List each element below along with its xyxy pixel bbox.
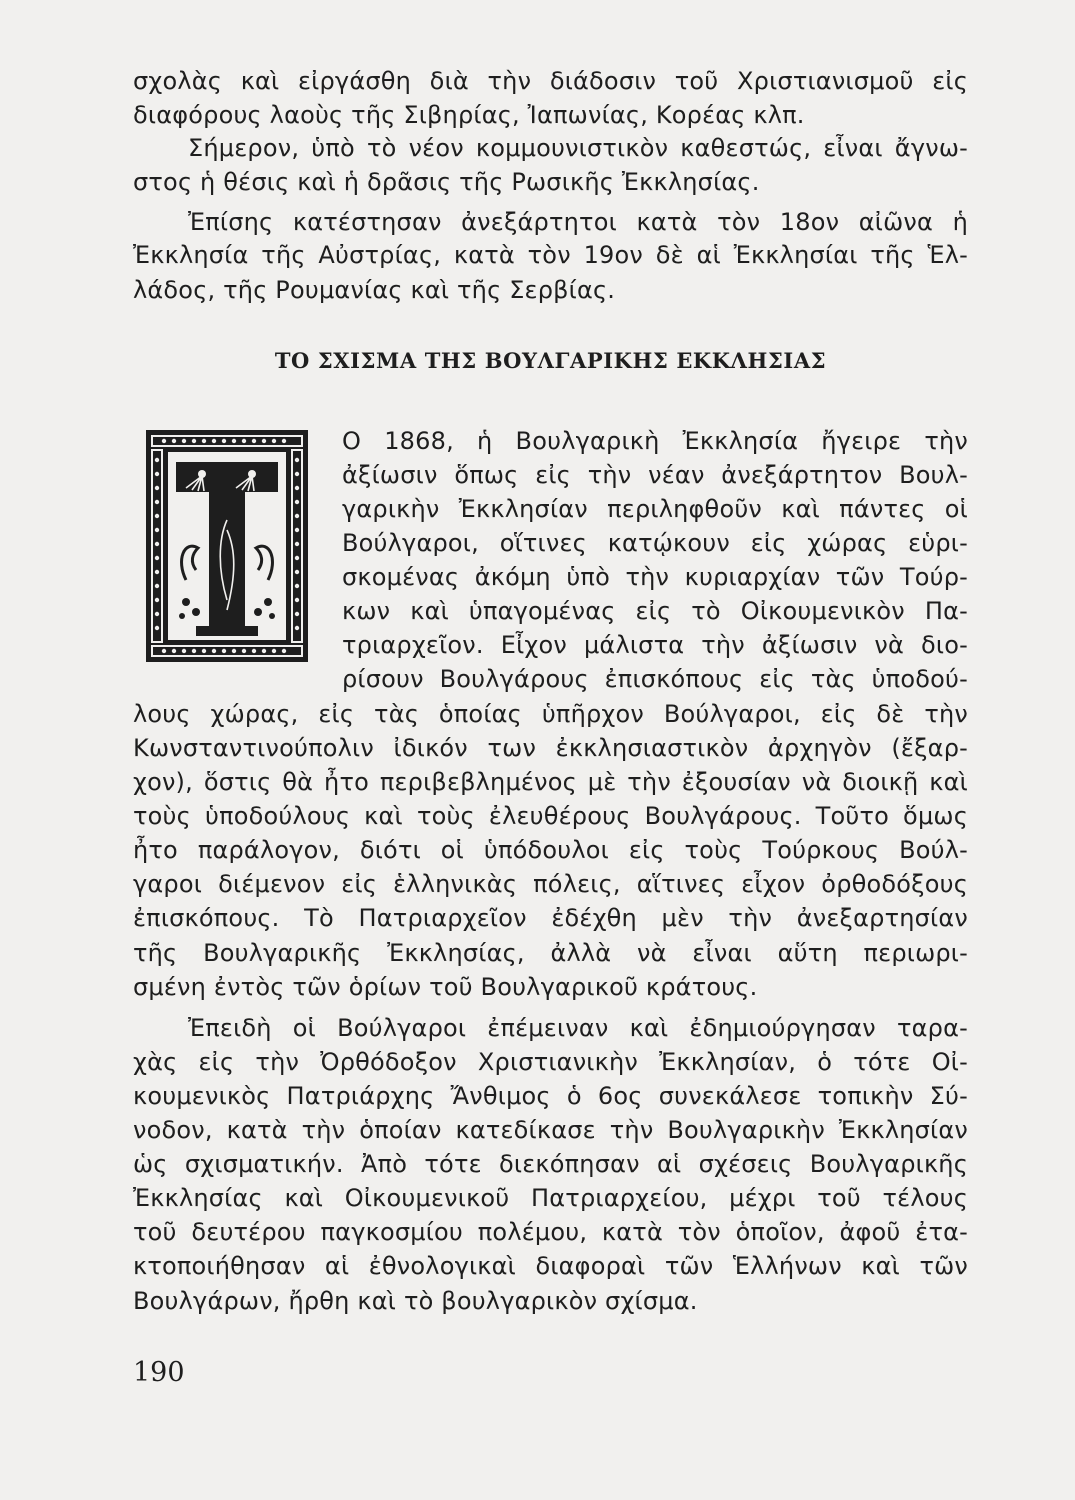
- text-line: χον), ὅστις θὰ ἦτο περιβεβλημένος μὲ τὴν ἐξουσίαν νὰ διοικῇ καὶ: [133, 768, 968, 796]
- text-line: κτοποιήθησαν αἱ ἐθνολογικαὶ διαφοραὶ τῶν Ἑλλήνων καὶ τῶν: [133, 1252, 968, 1280]
- text-line: ρίσουν Βουλγάρους ἐπισκόπους εἰς τὰς ὑποδού-: [342, 665, 968, 693]
- text-line: λους χώρας, εἰς τὰς ὁποίας ὑπῆρχον Βούλγαροι, εἰς δὲ τὴν: [133, 700, 968, 728]
- text-line: στος ἡ θέσις καὶ ἡ δρᾶσις τῆς Ρωσικῆς Ἐκκλησίας.: [133, 168, 760, 196]
- section-heading: ΤΟ ΣΧΙΣΜΑ ΤΗΣ ΒΟΥΛΓΑΡΙΚΗΣ ΕΚΚΛΗΣΙΑΣ: [274, 348, 827, 373]
- text-line: σχολὰς καὶ εἰργάσθη διὰ τὴν διάδοσιν τοῦ Χριστιανισμοῦ εἰς: [133, 67, 968, 95]
- text-line: τοὺς ὑποδούλους καὶ τοὺς ἐλευθέρους Βουλγάρους. Τοῦτο ὅμως: [133, 802, 968, 830]
- ornamental-drop-cap-t: [146, 430, 308, 662]
- text-line: τοῦ δευτέρου παγκοσμίου πολέμου, κατὰ τὸν ὁποῖον, ἀφοῦ ἐτα-: [133, 1218, 968, 1246]
- text-line: κουμενικὸς Πατριάρχης Ἄνθιμος ὁ 6ος συνεκάλεσε τοπικὴν Σύ-: [133, 1082, 968, 1110]
- text-line: ὡς σχισματικήν. Ἀπὸ τότε διεκόπησαν αἱ σχέσεις Βουλγαρικῆς: [133, 1150, 968, 1178]
- text-line: κων καὶ ὑπαγομένας εἰς τὸ Οἰκουμενικὸν Πα-: [342, 597, 968, 625]
- text-line: Ἐκκλησία τῆς Αὐστρίας, κατὰ τὸν 19ον δὲ αἱ Ἐκκλησίαι τῆς Ἑλ-: [133, 241, 968, 269]
- text-line: σμένη ἐντὸς τῶν ὁρίων τοῦ Βουλγαρικοῦ κράτους.: [133, 973, 758, 1001]
- text-line: Ἐπίσης κατέστησαν ἀνεξάρτητοι κατὰ τὸν 18ον αἰῶνα ἡ: [188, 208, 968, 236]
- text-line: Βούλγαροι, οἵτινες κατῴκουν εἰς χώρας εὑρι-: [342, 529, 968, 557]
- text-line: ἦτο παράλογον, διότι οἱ ὑπόδουλοι εἰς τοὺς Τούρκους Βούλ-: [133, 836, 968, 864]
- text-line: γαροι διέμενον εἰς ἑλληνικὰς πόλεις, αἵτινες εἶχον ὀρθοδόξους: [133, 870, 968, 898]
- text-line: Σήμερον, ὑπὸ τὸ νέον κομμουνιστικὸν καθεστώς, εἶναι ἄγνω-: [188, 134, 968, 162]
- text-line: γαρικὴν Ἐκκλησίαν περιληφθοῦν καὶ πάντες οἱ: [342, 495, 968, 523]
- text-line: Ἐκκλησίας καὶ Οἰκουμενικοῦ Πατριαρχείου, μέχρι τοῦ τέλους: [133, 1184, 968, 1212]
- text-line: τριαρχεῖον. Εἶχον μάλιστα τὴν ἀξίωσιν νὰ διο-: [342, 631, 968, 659]
- text-line: τῆς Βουλγαρικῆς Ἐκκλησίας, ἀλλὰ νὰ εἶναι αὕτη περιωρι-: [133, 939, 968, 967]
- text-line: Ο 1868, ἡ Βουλγαρικὴ Ἐκκλησία ἤγειρε τὴν: [342, 427, 968, 455]
- text-line: σκομένας ἀκόμη ὑπὸ τὴν κυριαρχίαν τῶν Τούρ-: [342, 563, 968, 591]
- text-line: Κωνσταντινούπολιν ἰδικόν των ἐκκλησιαστικὸν ἀρχηγὸν (ἔξαρ-: [133, 734, 968, 762]
- text-line: χὰς εἰς τὴν Ὀρθόδοξον Χριστιανικὴν Ἐκκλησίαν, ὁ τότε Οἰ-: [133, 1048, 968, 1076]
- text-line: λάδος, τῆς Ρουμανίας καὶ τῆς Σερβίας.: [133, 276, 616, 304]
- page-number: 190: [133, 1357, 185, 1388]
- text-line: ἀξίωσιν ὅπως εἰς τὴν νέαν ἀνεξάρτητον Βουλ-: [342, 461, 968, 489]
- text-line: Βουλγάρων, ἤρθη καὶ τὸ βουλγαρικὸν σχίσμα.: [133, 1287, 698, 1315]
- text-line: νοδον, κατὰ τὴν ὁποίαν κατεδίκασε τὴν Βουλγαρικὴν Ἐκκλησίαν: [133, 1116, 968, 1144]
- text-line: διαφόρους λαοὺς τῆς Σιβηρίας, Ἰαπωνίας, Κορέας κλπ.: [133, 101, 805, 129]
- text-line: ἐπισκόπους. Τὸ Πατριαρχεῖον ἐδέχθη μὲν τὴν ἀνεξαρτησίαν: [133, 904, 968, 932]
- text-line: Ἐπειδὴ οἱ Βούλγαροι ἐπέμειναν καὶ ἐδημιούργησαν ταρα-: [188, 1014, 968, 1042]
